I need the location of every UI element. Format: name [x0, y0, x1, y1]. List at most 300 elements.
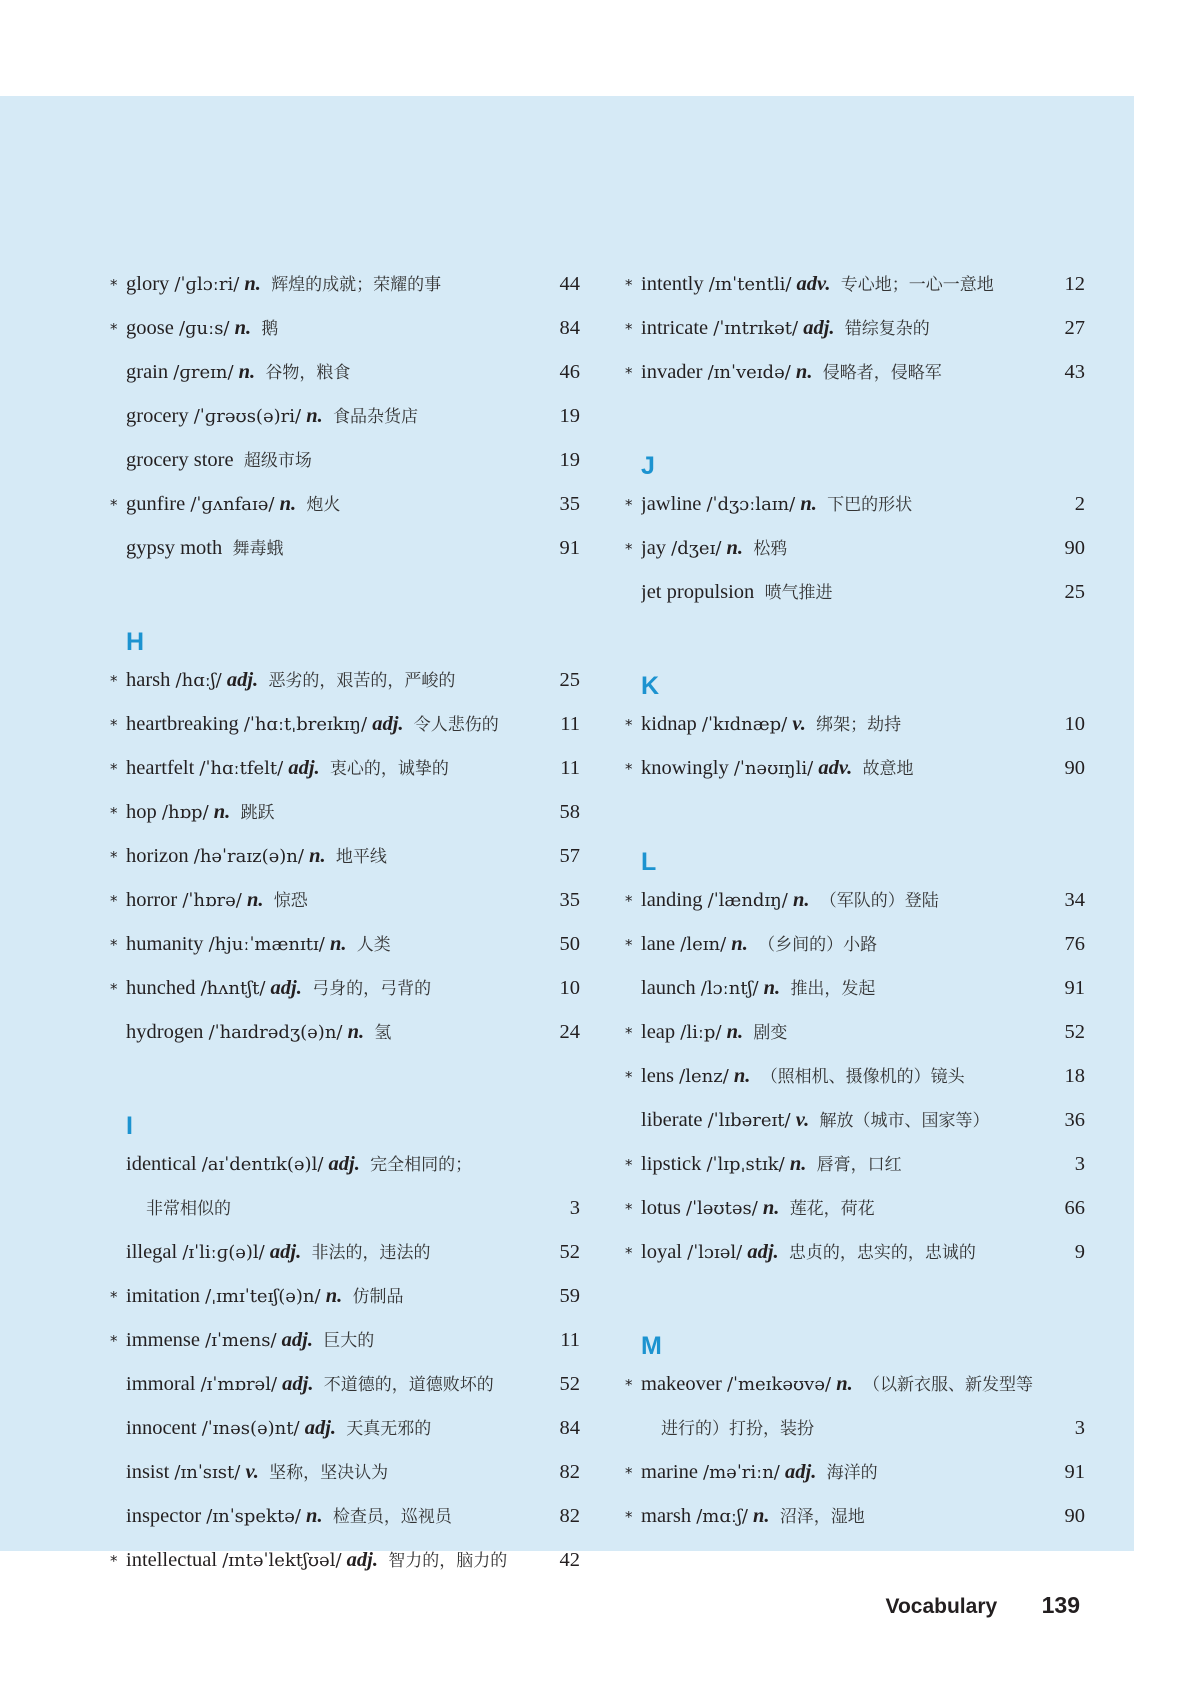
entry-word: horizon — [126, 845, 189, 867]
entry-meaning: 仿制品 — [352, 1287, 404, 1307]
entry-text — [126, 1010, 540, 1055]
entry-text — [126, 438, 540, 483]
entry-page: 66 — [1064, 1197, 1085, 1219]
vocab-entry — [110, 262, 580, 306]
entry-meaning: 弓身的，弓背的 — [312, 979, 432, 999]
vocab-entry — [110, 394, 580, 438]
entry-pos: n. — [347, 1021, 365, 1043]
entry-word: harsh — [126, 669, 171, 691]
vocab-entry — [625, 1010, 1085, 1054]
entry-phonetic: /ˈhaɪdrədʒ(ə)n/ — [208, 1022, 343, 1043]
entry-text — [641, 1494, 1045, 1539]
entry-meaning: 故意地 — [862, 759, 914, 779]
entry-page: 19 — [559, 405, 580, 427]
star-icon: * — [625, 716, 633, 734]
star-icon: * — [110, 980, 118, 998]
entry-meaning: 地平线 — [335, 847, 387, 867]
vocab-entry — [110, 1010, 580, 1054]
entry-pos: adj. — [281, 1329, 313, 1351]
entry-meaning: 沼泽，湿地 — [779, 1507, 865, 1527]
entry-text — [126, 1538, 540, 1583]
letter-heading: M — [641, 1332, 662, 1360]
entry-text — [126, 922, 540, 967]
entry-text — [641, 1230, 1045, 1275]
entry-meaning: 侵略者，侵略军 — [822, 363, 942, 383]
vocab-entry — [110, 922, 580, 966]
vocab-entry — [110, 1274, 580, 1318]
entry-pos: adj. — [288, 757, 320, 779]
entry-pos: adj. — [282, 1373, 314, 1395]
vocab-entry — [110, 1406, 580, 1450]
entry-pos: n. — [753, 1505, 770, 1527]
entry-phonetic: /lɔːntʃ/ — [700, 978, 759, 999]
entry-meaning: 不道德的，道德败坏的 — [323, 1375, 494, 1395]
vocab-entry — [110, 350, 580, 394]
entry-pos: adj. — [304, 1417, 337, 1439]
entry-word: liberate — [641, 1109, 703, 1131]
star-icon: * — [110, 1552, 118, 1570]
entry-meaning: 专心地；一心一意地 — [840, 275, 994, 295]
entry-phonetic: /ɪˈliːɡ(ə)l/ — [182, 1242, 265, 1263]
entry-phonetic: /ˈkɪdnæp/ — [701, 714, 788, 735]
entry-page: 82 — [559, 1461, 580, 1483]
star-icon: * — [110, 276, 118, 294]
entry-word: immense — [126, 1329, 201, 1351]
entry-word: intently — [641, 273, 704, 295]
entry-text — [126, 306, 540, 351]
entry-page: 52 — [1064, 1021, 1085, 1043]
entry-meaning: 衷心的，诚挚的 — [329, 759, 449, 779]
entry-meaning: 令人悲伤的 — [413, 715, 499, 735]
entry-meaning: 鹅 — [261, 319, 279, 339]
entry-page: 12 — [1064, 273, 1085, 295]
star-icon: * — [625, 936, 633, 954]
entry-text — [641, 1054, 1045, 1099]
entry-pos: n. — [763, 977, 781, 999]
entry-pos: n. — [329, 933, 347, 955]
star-icon: * — [110, 320, 118, 338]
entry-pos: n. — [733, 1065, 751, 1087]
star-icon: * — [625, 540, 633, 558]
entry-meaning: 松鸦 — [753, 539, 788, 559]
entry-page: 84 — [559, 317, 580, 339]
entry-phonetic: /ˈhɑːtfelt/ — [199, 758, 284, 779]
vocab-entry — [625, 306, 1085, 350]
star-icon: * — [625, 1244, 633, 1262]
entry-meaning: 剧变 — [753, 1023, 788, 1043]
star-icon: * — [110, 496, 118, 514]
entry-phonetic: /həˈraɪz(ə)n/ — [193, 846, 304, 867]
vocab-entry — [625, 1186, 1085, 1230]
entry-text — [641, 1362, 1045, 1407]
entry-page: 91 — [1064, 1461, 1085, 1483]
entry-text — [126, 746, 540, 791]
entry-text — [126, 1142, 540, 1187]
entry-pos: adj. — [269, 1241, 302, 1263]
entry-word: makeover — [641, 1373, 722, 1395]
star-icon: * — [625, 1024, 633, 1042]
vocab-entry — [625, 570, 1085, 614]
star-icon: * — [625, 364, 633, 382]
star-icon: * — [625, 1508, 633, 1526]
vocab-entry — [625, 922, 1085, 966]
entry-pos: n. — [306, 1505, 323, 1527]
entry-pos: n. — [726, 537, 744, 559]
entry-meaning: 舞毒蛾 — [232, 539, 284, 559]
entry-pos: adj. — [785, 1461, 817, 1483]
entry-pos: adj. — [747, 1241, 779, 1263]
entry-word: grain — [126, 361, 169, 383]
entry-meaning: 解放（城市、国家等） — [819, 1111, 990, 1131]
entry-phonetic: /ˈɡʌnfaɪə/ — [190, 494, 275, 515]
vocab-entry — [625, 262, 1085, 306]
entry-meaning: （乡间的）小路 — [758, 935, 878, 955]
entry-phonetic: /lenz/ — [679, 1066, 729, 1087]
entry-page: 2 — [1074, 493, 1085, 515]
entry-text — [126, 1274, 540, 1319]
entry-text — [641, 1142, 1045, 1187]
entry-phonetic: /ɪˈmɒrəl/ — [200, 1374, 278, 1395]
star-icon: * — [625, 1200, 633, 1218]
vocab-entry — [625, 1494, 1085, 1538]
entry-page: 3 — [1074, 1153, 1085, 1175]
entry-meaning: 完全相同的； — [370, 1155, 473, 1175]
entry-pos: n. — [325, 1285, 343, 1307]
entry-word: launch — [641, 977, 696, 999]
entry-word: illegal — [126, 1241, 178, 1263]
entry-phonetic: /ˈhɑːtˌbreɪkɪŋ/ — [243, 714, 368, 735]
vocab-entry — [625, 482, 1085, 526]
entry-pos: n. — [244, 273, 261, 295]
star-icon: * — [625, 276, 633, 294]
entry-page: 24 — [559, 1021, 580, 1043]
vocabulary-panel — [0, 96, 1134, 1571]
star-icon: * — [625, 320, 633, 338]
entry-phonetic: /hɒp/ — [161, 802, 209, 823]
entry-text — [126, 350, 540, 395]
entry-page: 58 — [559, 801, 580, 823]
entry-page: 11 — [560, 713, 580, 735]
entry-text — [661, 1406, 1045, 1451]
entry-text — [126, 482, 540, 527]
entry-pos: n. — [279, 493, 297, 515]
entry-word: marine — [641, 1461, 698, 1483]
entry-word: gypsy moth — [126, 537, 223, 559]
section-gap — [625, 1274, 1085, 1318]
entry-meaning: 检查员，巡视员 — [332, 1507, 452, 1527]
entry-page: 25 — [1064, 581, 1085, 603]
entry-text — [126, 1362, 540, 1407]
vocab-entry — [110, 1142, 580, 1186]
entry-pos: n. — [246, 889, 264, 911]
entry-meaning: 非常相似的 — [146, 1199, 231, 1219]
entry-pos: n. — [306, 405, 323, 427]
section-gap — [625, 394, 1085, 438]
entry-pos: adj. — [328, 1153, 360, 1175]
vocab-entry — [625, 350, 1085, 394]
vocab-entry — [625, 702, 1085, 746]
entry-pos: n. — [726, 1021, 744, 1043]
vocab-entry — [625, 1098, 1085, 1142]
entry-word: hunched — [126, 977, 196, 999]
entry-phonetic: /ˈnəʊɪŋli/ — [733, 758, 814, 779]
entry-phonetic: /ɡreɪn/ — [173, 362, 234, 383]
entry-word: horror — [126, 889, 178, 911]
entry-page: 11 — [560, 1329, 580, 1351]
entry-pos: adj. — [226, 669, 259, 691]
entry-text — [146, 1186, 540, 1231]
vocab-entry — [625, 1362, 1085, 1406]
entry-page: 25 — [559, 669, 580, 691]
vocab-entry — [110, 790, 580, 834]
entry-page: 91 — [559, 537, 580, 559]
entry-word: kidnap — [641, 713, 697, 735]
entry-word: innocent — [126, 1417, 197, 1439]
letter-heading: J — [641, 452, 655, 480]
entry-page: 27 — [1064, 317, 1085, 339]
entry-pos: n. — [309, 845, 326, 867]
entry-word: lane — [641, 933, 676, 955]
entry-page: 34 — [1064, 889, 1085, 911]
entry-word: lens — [641, 1065, 675, 1087]
entry-pos: adj. — [803, 317, 835, 339]
entry-meaning: 惊恐 — [273, 891, 308, 911]
entry-word: glory — [126, 273, 170, 295]
entry-text — [641, 306, 1045, 351]
vocab-entry — [110, 702, 580, 746]
entry-page: 3 — [1074, 1417, 1085, 1439]
entry-page: 42 — [559, 1549, 580, 1571]
entry-text — [641, 878, 1045, 923]
entry-text — [126, 966, 540, 1011]
entry-word: invader — [641, 361, 703, 383]
entry-phonetic: /məˈriːn/ — [703, 1462, 780, 1483]
page-footer — [886, 1592, 1080, 1619]
entry-word: identical — [126, 1153, 197, 1175]
entry-text — [126, 658, 540, 703]
entry-word: intellectual — [126, 1549, 218, 1571]
entry-text — [641, 262, 1045, 307]
entry-pos: adv. — [796, 273, 831, 295]
star-icon: * — [110, 892, 118, 910]
entry-word: loyal — [641, 1241, 682, 1263]
entry-text — [126, 1406, 540, 1451]
letter-heading: L — [641, 848, 657, 876]
section-gap — [110, 570, 580, 614]
entry-meaning: 坚称，坚决认为 — [269, 1463, 389, 1483]
entry-meaning: 天真无邪的 — [346, 1419, 432, 1439]
entry-continuation — [625, 1406, 1085, 1450]
entry-text — [641, 350, 1045, 395]
entry-phonetic: /ˈmeɪkəʊvə/ — [726, 1374, 832, 1395]
entry-phonetic: /ɪnˈspektə/ — [206, 1506, 301, 1527]
entry-word: hop — [126, 801, 157, 823]
star-icon: * — [110, 848, 118, 866]
entry-word: lipstick — [641, 1153, 702, 1175]
entry-word: humanity — [126, 933, 204, 955]
entry-meaning: 辉煌的成就；荣耀的事 — [271, 275, 442, 295]
vocab-entry — [625, 1230, 1085, 1274]
vocab-entry — [625, 1450, 1085, 1494]
entry-meaning: 推出，发起 — [790, 979, 876, 999]
entry-page: 90 — [1064, 537, 1085, 559]
star-icon: * — [625, 1068, 633, 1086]
entry-meaning: 错综复杂的 — [844, 319, 930, 339]
entry-phonetic: /ˈdʒɔːlaɪn/ — [706, 494, 796, 515]
entry-page: 11 — [560, 757, 580, 779]
entry-page: 84 — [559, 1417, 580, 1439]
entry-word: imitation — [126, 1285, 201, 1307]
entry-pos: n. — [731, 933, 748, 955]
entry-text — [126, 262, 540, 307]
vocab-entry — [110, 306, 580, 350]
entry-phonetic: /ˈɡrəʊs(ə)ri/ — [193, 406, 302, 427]
entry-text — [126, 1230, 540, 1275]
entry-text — [641, 1098, 1045, 1143]
section-gap — [625, 614, 1085, 658]
entry-phonetic: /ɪnˈsɪst/ — [174, 1462, 241, 1483]
entry-meaning: 巨大的 — [323, 1331, 375, 1351]
entry-word: hydrogen — [126, 1021, 204, 1043]
entry-page: 90 — [1064, 1505, 1085, 1527]
vocab-entry — [625, 1142, 1085, 1186]
entry-word: goose — [126, 317, 174, 339]
entry-page: 36 — [1064, 1109, 1085, 1131]
entry-page: 35 — [559, 889, 580, 911]
entry-meaning: 喷气推进 — [764, 583, 833, 603]
entry-phonetic: /ˈləʊtəs/ — [686, 1198, 758, 1219]
entry-meaning: 氢 — [374, 1023, 392, 1043]
entry-meaning: 绑架；劫持 — [816, 715, 902, 735]
entry-word: jay — [641, 537, 667, 559]
entry-phonetic: /ˌɪmɪˈteɪʃ(ə)n/ — [205, 1286, 321, 1307]
entry-phonetic: /dʒeɪ/ — [671, 538, 722, 559]
entry-phonetic: /liːp/ — [680, 1022, 722, 1043]
entry-page: 18 — [1064, 1065, 1085, 1087]
vocab-entry — [110, 746, 580, 790]
footer-label: Vocabulary — [885, 1595, 998, 1618]
vocab-entry — [110, 834, 580, 878]
right-column — [625, 262, 1085, 1538]
entry-page: 50 — [559, 933, 580, 955]
entry-meaning: 唇膏，口红 — [816, 1155, 902, 1175]
vocab-entry — [625, 526, 1085, 570]
entry-phonetic: /ˈhɒrə/ — [182, 890, 242, 911]
entry-word: intricate — [641, 317, 709, 339]
entry-continuation — [110, 1186, 580, 1230]
vocab-entry — [110, 526, 580, 570]
entry-phonetic: /hɑːʃ/ — [175, 670, 222, 691]
entry-phonetic: /aɪˈdentɪk(ə)l/ — [201, 1154, 324, 1175]
star-icon: * — [110, 804, 118, 822]
entry-pos: n. — [238, 361, 256, 383]
entry-page: 59 — [559, 1285, 580, 1307]
star-icon: * — [625, 1464, 633, 1482]
entry-meaning: 食品杂货店 — [332, 407, 418, 427]
star-icon: * — [625, 892, 633, 910]
vocab-entry — [110, 1230, 580, 1274]
vocab-entry — [110, 482, 580, 526]
entry-meaning: 进行的）打扮，装扮 — [661, 1419, 814, 1439]
entry-meaning: 炮火 — [306, 495, 341, 515]
entry-word: grocery — [126, 405, 189, 427]
section-gap — [110, 1054, 580, 1098]
entry-word: jet propulsion — [641, 581, 755, 603]
entry-meaning: 谷物，粮食 — [265, 363, 351, 383]
entry-text — [641, 1186, 1045, 1231]
entry-text — [126, 1318, 540, 1363]
entry-meaning: 非法的，违法的 — [311, 1243, 431, 1263]
entry-text — [641, 922, 1045, 967]
entry-pos: v. — [792, 713, 806, 735]
star-icon: * — [110, 716, 118, 734]
entry-phonetic: /hʌntʃt/ — [200, 978, 266, 999]
entry-text — [126, 790, 540, 835]
star-icon: * — [625, 1376, 633, 1394]
entry-pos: adj. — [270, 977, 302, 999]
entry-pos: n. — [789, 1153, 807, 1175]
entry-text — [126, 1450, 540, 1495]
entry-text — [641, 746, 1045, 791]
entry-meaning: 海洋的 — [826, 1463, 878, 1483]
entry-pos: v. — [795, 1109, 810, 1131]
vocab-entry — [625, 746, 1085, 790]
vocab-entry — [110, 1362, 580, 1406]
entry-text — [641, 702, 1045, 747]
entry-word: grocery store — [126, 449, 234, 471]
entry-text — [641, 526, 1045, 571]
entry-meaning: 恶劣的，艰苦的，严峻的 — [268, 671, 456, 691]
entry-page: 91 — [1064, 977, 1085, 999]
entry-word: knowingly — [641, 757, 729, 779]
entry-word: lotus — [641, 1197, 681, 1219]
section-gap — [625, 790, 1085, 834]
vocab-entry — [110, 1538, 580, 1582]
entry-meaning: 人类 — [356, 935, 391, 955]
entry-text — [641, 1450, 1045, 1495]
entry-page: 10 — [559, 977, 580, 999]
star-icon: * — [110, 936, 118, 954]
entry-word: jawline — [641, 493, 702, 515]
entry-phonetic: /ˈɪntrɪkət/ — [713, 318, 799, 339]
entry-word: inspector — [126, 1505, 202, 1527]
entry-phonetic: /ɪˈmens/ — [205, 1330, 277, 1351]
entry-word: leap — [641, 1021, 676, 1043]
entry-page: 52 — [559, 1373, 580, 1395]
entry-phonetic: /ɪntəˈlektʃʊəl/ — [222, 1550, 342, 1571]
vocab-entry — [110, 1318, 580, 1362]
entry-phonetic: /ˈlɪbəreɪt/ — [707, 1110, 791, 1131]
entry-text — [126, 702, 540, 747]
entry-meaning: 跳跃 — [240, 803, 275, 823]
entry-phonetic: /ˈlɪpˌstɪk/ — [706, 1154, 785, 1175]
entry-page: 52 — [559, 1241, 580, 1263]
entry-phonetic: /ɪnˈtentli/ — [708, 274, 792, 295]
entry-phonetic: /hjuːˈmænɪtɪ/ — [208, 934, 325, 955]
entry-phonetic: /ˈɡlɔːri/ — [174, 274, 240, 295]
entry-page: 43 — [1064, 361, 1085, 383]
entry-pos: n. — [800, 493, 817, 515]
entry-meaning: （军队的）登陆 — [819, 891, 939, 911]
star-icon: * — [625, 760, 633, 778]
entry-text — [126, 394, 540, 439]
left-column — [110, 262, 580, 1582]
entry-word: insist — [126, 1461, 170, 1483]
entry-page: 19 — [559, 449, 580, 471]
letter-heading: I — [126, 1112, 133, 1140]
entry-pos: adj. — [346, 1549, 378, 1571]
entry-meaning: 超级市场 — [243, 451, 312, 471]
